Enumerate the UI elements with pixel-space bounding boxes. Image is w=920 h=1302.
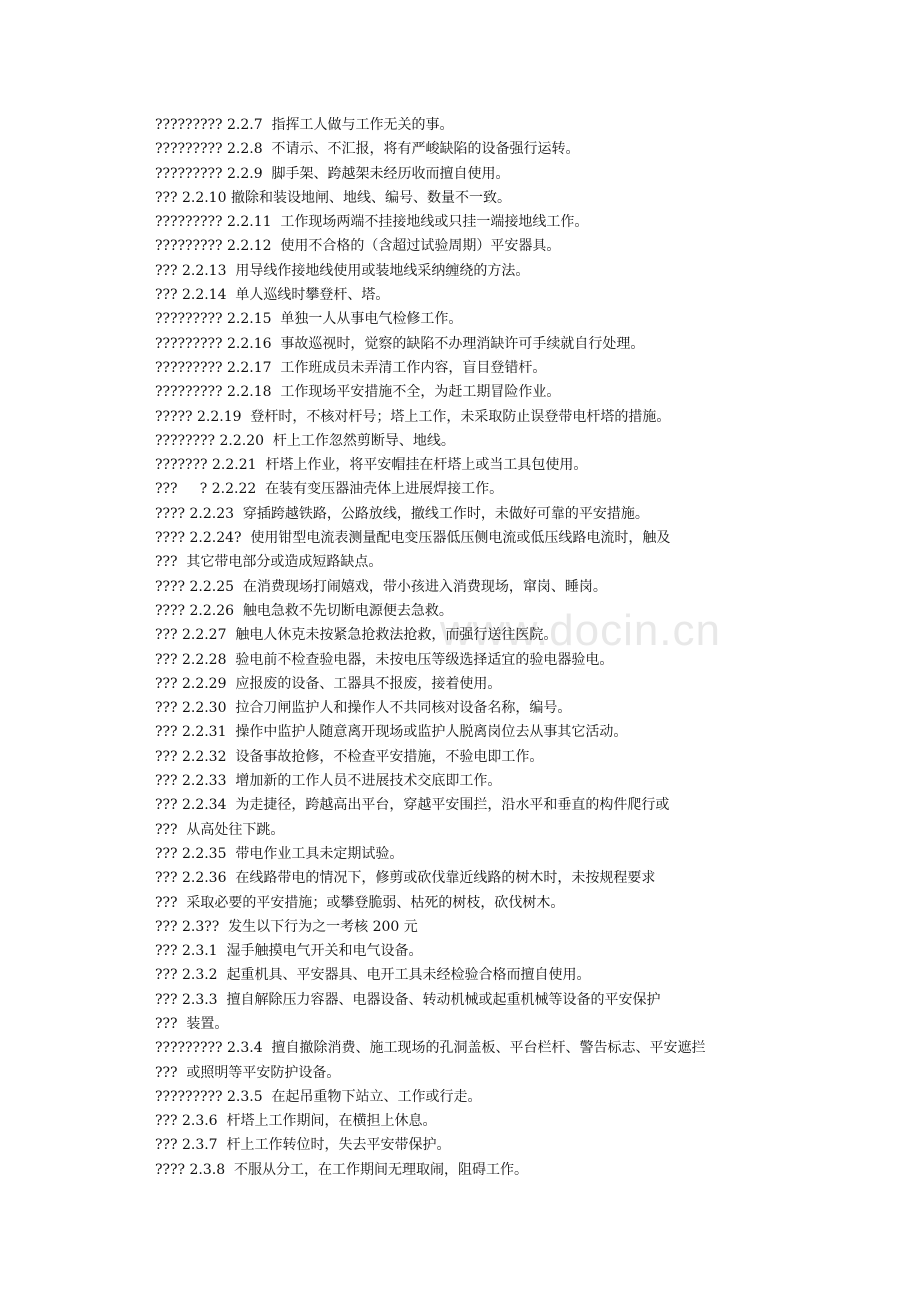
document-line: ??? 装置。 xyxy=(155,1015,229,1032)
document-line: ??? 2.2.34 为走捷径，跨越高出平台，穿越平安围拦，沿水平和垂直的构件爬行或 xyxy=(155,797,670,814)
document-line: ???????? 2.2.20 杆上工作忽然剪断导、地线。 xyxy=(155,432,455,449)
document-line: ??? 2.2.33 增加新的工作人员不进展技术交底即工作。 xyxy=(155,773,502,790)
document-line: ??? 2.2.13 用导线作接地线使用或装地线采纳缠绕的方法。 xyxy=(155,262,530,279)
document-line: ??? 2.2.31 操作中监护人随意离开现场或监护人脱离岗位去从事其它活动。 xyxy=(155,724,628,741)
document-line: ????????? 2.2.15 单独一人从事电气检修工作。 xyxy=(155,311,463,328)
watermark-text: www.docin.cn xyxy=(440,606,722,655)
document-line: ??? 2.2.29 应报废的设备、工器具不报废，接着使用。 xyxy=(155,675,502,692)
document-line: ????????? 2.3.5 在起吊重物下站立、工作或行走。 xyxy=(155,1088,482,1105)
document-line: ??????? 2.2.21 杆塔上作业，将平安帽挂在杆塔上或当工具包使用。 xyxy=(155,457,588,474)
document-line: ??? 或照明等平安防护设备。 xyxy=(155,1064,341,1081)
document-line: ??? 2.3.6 杆塔上工作期间，在横担上休息。 xyxy=(155,1113,437,1130)
document-line: ????????? 2.2.17 工作班成员未弄清工作内容，盲目登错杆。 xyxy=(155,359,547,376)
document-line: ????????? 2.2.11 工作现场两端不挂接地线或只挂一端接地线工作。 xyxy=(155,214,589,231)
document-line: ??? 2.2.30 拉合刀闸监护人和操作人不共同核对设备名称，编号。 xyxy=(155,700,572,717)
document-line: ??? 2.2.32 设备事故抢修，不检查平安措施，不验电即工作。 xyxy=(155,748,544,765)
document-line: ??? 2.2.10 撤除和装设地闸、地线、编号、数量不一致。 xyxy=(155,189,511,206)
document-line: ????????? 2.2.18 工作现场平安措施不全，为赶工期冒险作业。 xyxy=(155,384,561,401)
document-line: ????????? 2.2.16 事故巡视时，觉察的缺陷不办理消缺许可手续就自行处理。 xyxy=(155,335,645,352)
document-line: ??? 其它带电部分或造成短路缺点。 xyxy=(155,554,383,571)
document-line: ??? 2.2.28 验电前不检查验电器，未按电压等级选择适宜的验电器验电。 xyxy=(155,651,614,668)
document-line: ????????? 2.2.8 不请示、不汇报，将有严峻缺陷的设备强行运转。 xyxy=(155,141,580,158)
document-line: ????????? 2.2.9 脚手架、跨越架未经历收而擅自使用。 xyxy=(155,165,510,182)
document-line: ??? 2.2.27 触电人休克未按紧急抢救法抢救，而强行送往医院。 xyxy=(155,627,558,644)
document-line: ???? 2.2.25 在消费现场打闹嬉戏，带小孩进入消费现场，窜岗、睡岗。 xyxy=(155,578,607,595)
document-line: ???? 2.2.26 触电急救不先切断电源便去急救。 xyxy=(155,602,453,619)
document-line: ??? 2.2.36 在线路带电的情况下，修剪或砍伐靠近线路的树木时，未按规程要求 xyxy=(155,870,656,887)
document-line: ??? 2.3.3 擅自解除压力容器、电器设备、转动机械或起重机械等设备的平安保护 xyxy=(155,991,661,1008)
document-line: ??? 2.2.35 带电作业工具未定期试验。 xyxy=(155,845,404,862)
document-line: ???? 2.3.8 不服从分工，在工作期间无理取闹，阻碍工作。 xyxy=(155,1161,528,1178)
document-line: ????????? 2.2.12 使用不合格的（含超过试验周期）平安器具。 xyxy=(155,238,561,255)
document-body xyxy=(155,113,795,1182)
document-line: ??? 2.3.2 起重机具、平安器具、电开工具未经检验合格而擅自使用。 xyxy=(155,967,591,984)
document-line: ????? 2.2.19 登杆时，不核对杆号；塔上工作，未采取防止误登带电杆塔的措施。 xyxy=(155,408,671,425)
document-line: ????????? 2.2.7 指挥工人做与工作无关的事。 xyxy=(155,117,454,133)
document-line: ??? 2.3.1 湿手触摸电气开关和电气设备。 xyxy=(155,943,423,960)
document-line: ???? 2.2.24? 使用钳型电流表测量配电变压器低压侧电流或低压线路电流时，触及 xyxy=(155,530,671,547)
document-line: ??? 2.2.14 单人巡线时攀登杆、塔。 xyxy=(155,287,390,304)
document-line: ??? ? 2.2.22 在装有变压器油壳体上进展焊接工作。 xyxy=(155,481,504,498)
document-line: ????????? 2.3.4 擅自撤除消费、施工现场的孔洞盖板、平台栏杆、警告标志、平安遮拦 xyxy=(155,1040,706,1057)
document-line: ??? 从高处往下跳。 xyxy=(155,821,285,838)
document-line: ??? 采取必要的平安措施；或攀登脆弱、枯死的树枝，砍伐树木。 xyxy=(155,894,565,911)
document-line: ??? 2.3?? 发生以下行为之一考核 200 元 xyxy=(155,918,418,935)
document-line: ???? 2.2.23 穿插跨越铁路，公路放线，撤线工作时，未做好可靠的平安措施。 xyxy=(155,505,649,522)
document-line: ??? 2.3.7 杆上工作转位时，失去平安带保护。 xyxy=(155,1137,451,1154)
